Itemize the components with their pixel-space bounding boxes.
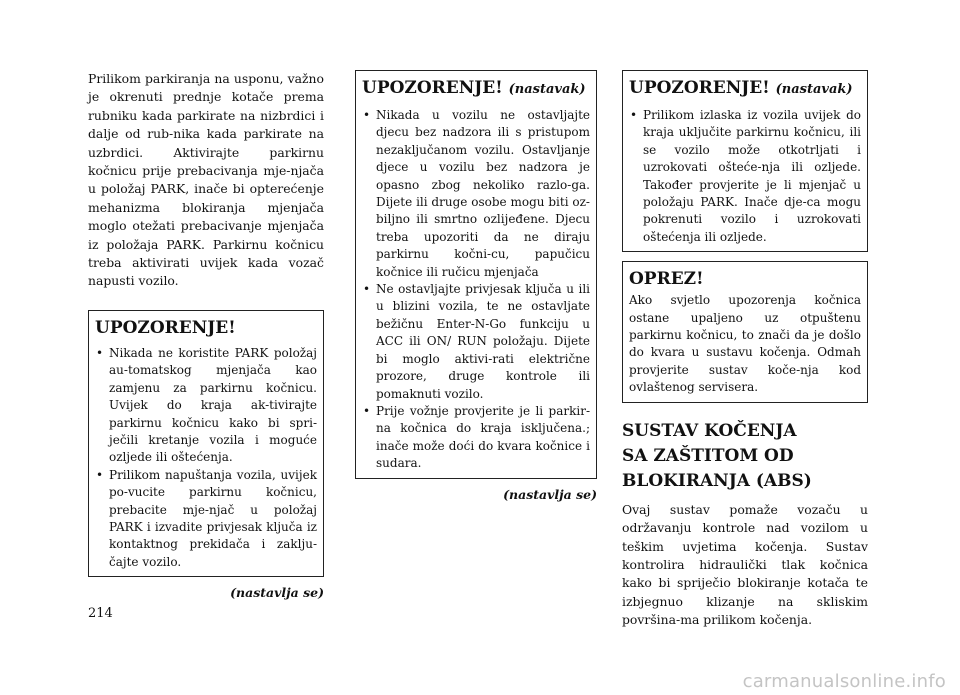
warning-title-text: UPOZORENJE! [362, 78, 503, 98]
warning-item: • Nikada ne koristite PARK položaj au-tomatskog mjenjača kao zamjenu za parkirnu kočnicu. Uvijek do kraja ak-tivirajte parkirnu kočnicu kako bi spri-ječili kretanje vozila i moguće ozljede ili oštećenja. [95, 345, 317, 467]
caution-title: OPREZ! [629, 269, 704, 290]
warning-continuation: (nastavak) [508, 82, 586, 97]
warning-list [95, 345, 317, 571]
watermark: carmanualsonline.info [742, 671, 946, 692]
warning-title-text: UPOZORENJE! [629, 78, 770, 98]
section-heading-line: SUSTAV KOČENJA [622, 420, 797, 441]
section-heading-line: BLOKIRANJA (ABS) [622, 470, 812, 491]
warning-title [362, 77, 590, 101]
warning-item: • Prilikom napuštanja vozila, uvijek po-vucite parkirnu kočnicu, prebacite mje-njač u položaj PARK i izvadite privjesak ključa iz kontaktnog prekidača i zaklju-čajte vozilo. [95, 467, 317, 571]
caution-text: Ako svjetlo upozorenja kočnica ostane upaljeno uz otpuštenu parkirnu kočnicu, to znači da je došlo do kvara u sustavu kočenja. Odmah provjerite sustav koče-nja kod ovlaštenog servisera. [629, 293, 861, 395]
column-left [88, 70, 324, 600]
warning-box-continued [622, 70, 868, 252]
section-paragraph: Ovaj sustav pomaže vozaču u održavanju kontrole nad vozilom u teškim uvjetima kočenja. Sustav kontrolira hidraulički tlak kočnica kako bi spriječio blokiranje kotača te izbjegnuo klizanje na skliskim površina-ma prilikom kočenja. [622, 501, 868, 628]
continued-label: (nastavlja se) [503, 486, 597, 502]
caution-box [622, 261, 868, 402]
warning-list [362, 107, 590, 473]
warning-item: • Prije vožnje provjerite je li parkir-na kočnica do kraja isključena.; inače može doći do kvara kočnice i sudara. [362, 403, 590, 473]
continued-label: (nastavlja se) [230, 585, 324, 601]
warning-item: • Prilikom izlaska iz vozila uvijek do kraja uključite parkirnu kočnicu, ili se vozilo može otkotrljati i uzrokovati ošteće-nja ili ozljede. Također provjerite je li mjenjač u položaju PARK. Inače dje-ca mogu pokrenuti vozilo i uzrokovati oštećenja ili ozljede. [629, 107, 861, 246]
warning-item: • Ne ostavljajte privjesak ključa u ili u blizini vozila, te ne ostavljate bežičnu Enter-N-Go funkciju u ACC ili ON/ RUN položaju. Dijete bi moglo aktivi-rati električne prozore, druge kontrole ili pomaknuti vozilo. [362, 281, 590, 403]
warning-list [629, 107, 861, 246]
section-heading [622, 419, 868, 494]
section-heading-line: SA ZAŠTITOM OD [622, 445, 794, 466]
warning-box-continued [355, 70, 597, 479]
warning-item: • Nikada u vozilu ne ostavljajte djecu bez nadzora ili s pristupom nezaključanom vozilu. Ostavljanje djece u vozilu bez nadzora je opasno zbog nekoliko razlo-ga. Dijete ili druge osobe mogu biti oz-biljno ili smrtno ozlijeđene. Djecu treba upozoriti da ne diraju parkirnu kočni-cu, papučicu kočnice ili ručicu mjenjača [362, 107, 590, 281]
warning-title: UPOZORENJE! [95, 317, 236, 338]
warning-continuation: (nastavak) [775, 82, 853, 97]
intro-paragraph: Prilikom parkiranja na usponu, važno je okrenuti prednje kotače prema rubniku kada parkirate na nizbrdici i dalje od rub-nika kada parkirate na uzbrdici. Aktivirajte parkirnu kočnicu prije prebacivanja mje-njača u položaj PARK, inače bi opterećenje mehanizma blokiranja mjenjača moglo otežati prebacivanje mjenjača iz položaja PARK. Parkirnu kočnicu treba aktivirati uvijek kada vozač napusti vozilo. [88, 71, 324, 289]
column-middle [355, 70, 597, 502]
column-right [622, 70, 868, 630]
warning-title [629, 77, 861, 101]
page-number: 214 [88, 606, 113, 621]
warning-box [88, 310, 324, 577]
